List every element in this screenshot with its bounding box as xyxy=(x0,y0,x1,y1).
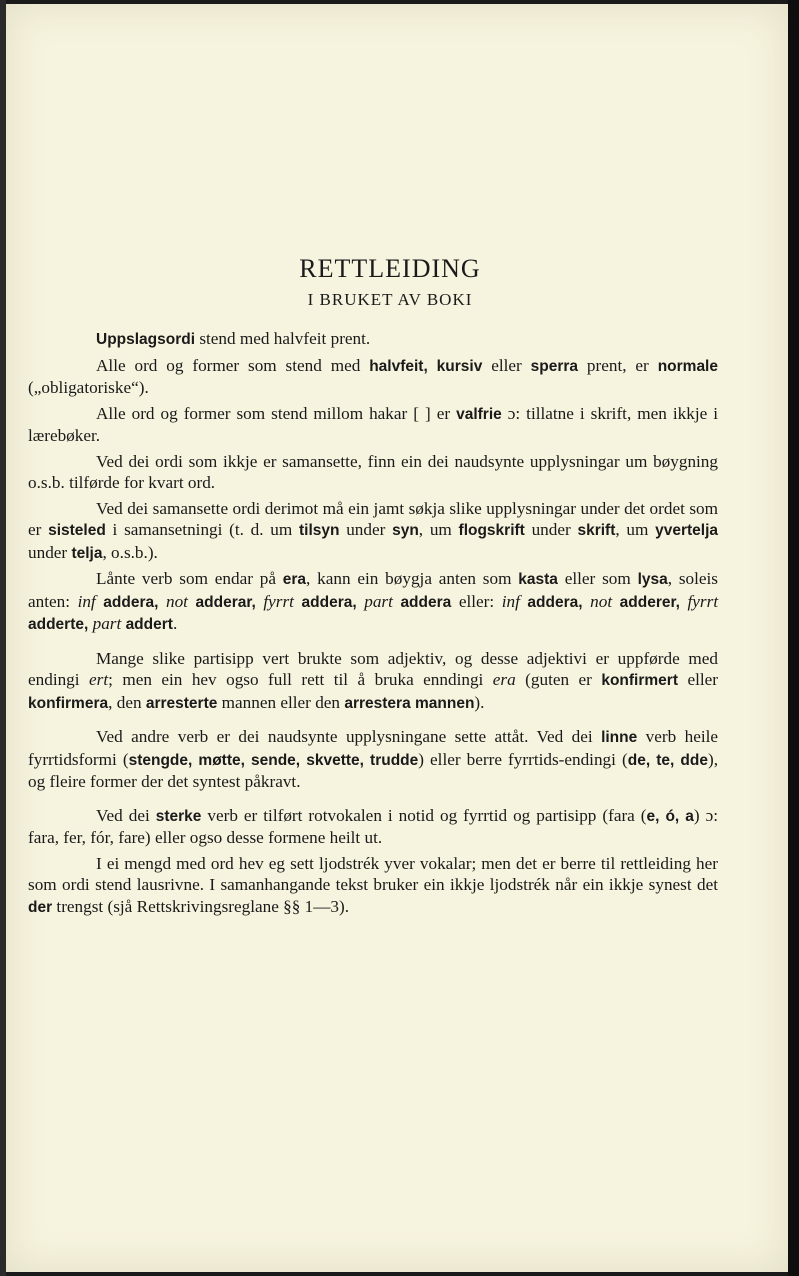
text-run: Lånte verb som endar på xyxy=(96,569,283,588)
page-title: RETTLEIDING xyxy=(299,254,481,283)
italic-term: part xyxy=(92,614,122,633)
page-content xyxy=(28,254,718,918)
bold-term: syn xyxy=(392,522,419,539)
bold-term: stengde, møtte, sende, skvette, trudde xyxy=(128,751,419,769)
italic-term: not xyxy=(590,591,613,611)
bold-term: sisteled xyxy=(48,522,106,539)
italic-term: fyrrt xyxy=(263,591,294,611)
text-run: prent, er xyxy=(578,355,658,375)
text-run: Alle ord og former som stend millom hakar [ ] er xyxy=(96,403,457,423)
bold-term: lysa xyxy=(637,571,668,588)
bold-term: skrift xyxy=(577,522,616,539)
text-run: eller som xyxy=(557,569,638,588)
italic-term: not xyxy=(165,591,188,611)
bold-term: addera, xyxy=(527,593,583,611)
text-run: trengst (sjå Rettskrivingsreglane §§ 1—3). xyxy=(52,896,350,916)
italic-term: era xyxy=(492,670,516,689)
bold-term: linne xyxy=(601,729,638,746)
bold-term: era xyxy=(282,571,307,588)
bold-term: telja xyxy=(71,544,103,562)
text-run: Ved dei ordi som ikkje er samansette, finn ein dei naudsynte upplysningar um bøygning o.s.b. tilførde for kvart ord. xyxy=(28,451,718,492)
bold-term: addert xyxy=(125,616,173,633)
bold-term: addera xyxy=(400,593,452,611)
scan-right-edge xyxy=(788,0,799,1276)
text-run: , soleis anten: xyxy=(28,569,718,611)
text-run: under xyxy=(524,520,578,539)
text-run: Ved dei xyxy=(96,805,156,825)
text-run: ; men ein hev ogso full rett til å bruka enndingi xyxy=(108,670,493,689)
text-run xyxy=(294,592,302,611)
paragraph xyxy=(28,726,718,793)
bold-term: sterke xyxy=(155,807,202,825)
text-run: (guten er xyxy=(515,670,602,689)
text-run xyxy=(680,592,688,611)
text-run: . xyxy=(172,614,178,633)
text-run: („obligatoriske“). xyxy=(28,378,149,397)
text-run: Ved andre verb er dei naudsynte upplysningane sette attåt. Ved dei xyxy=(96,727,602,746)
paragraph xyxy=(28,498,718,565)
paragraph xyxy=(28,805,718,849)
bold-term: kasta xyxy=(518,571,558,588)
italic-term: ert xyxy=(89,670,109,689)
italic-term: fyrrt xyxy=(687,591,719,611)
bold-term: Uppslagsordi xyxy=(96,331,196,348)
page-subtitle: I BRUKET AV BOKI xyxy=(307,290,473,309)
text-run: ) eller berre fyrrtids-endingi ( xyxy=(418,749,628,769)
bold-term: halvfeit, kursiv xyxy=(369,357,483,375)
italic-term: part xyxy=(364,591,393,611)
text-run: ɔ: tillatne i skrift, men ikkje i lærebøker. xyxy=(28,403,719,445)
text-run: verb heile fyrrtidsformi ( xyxy=(28,727,719,769)
bold-term: addera, xyxy=(301,593,357,611)
text-run: under xyxy=(339,520,393,539)
text-run: I ei mengd med ord hev eg sett ljodstrék yver vokalar; men det er berre til rettleiding her som ordi stend lausrivne. I samanhangande tekst bruker ein ikkje ljodstrék når ein ikkje synest det xyxy=(28,853,718,894)
book-page xyxy=(6,4,790,1272)
bold-term: konfirmert xyxy=(601,672,678,689)
text-run xyxy=(612,592,620,611)
bold-term: sperra xyxy=(530,357,579,375)
bold-term: konfirmera xyxy=(28,694,109,712)
bold-term: de, te, dde xyxy=(627,751,708,769)
bold-term: arrestera mannen xyxy=(344,694,475,712)
text-run: ). xyxy=(474,692,485,712)
bold-term: e, ó, a xyxy=(646,807,694,825)
text-run: Ved dei samansette ordi derimot må ein jamt søkja slike upplysningar under det ordet som er xyxy=(28,498,718,539)
text-run: , kann ein bøygja anten som xyxy=(306,569,519,588)
text-run: eller xyxy=(678,670,718,689)
text-run: , um xyxy=(418,520,459,539)
text-run: Mange slike partisipp vert brukte som adjektiv, og desse adjektivi er uppførde med endingi xyxy=(28,648,718,689)
text-run: , o.s.b.). xyxy=(102,542,158,562)
paragraph xyxy=(28,853,718,919)
bold-term: valfrie xyxy=(456,405,502,423)
bold-term: adderte, xyxy=(28,616,89,633)
paragraph xyxy=(28,568,718,636)
paragraph xyxy=(28,328,718,351)
text-run: verb er tilført rotvokalen i notid og fyrrtid og partisipp (fara ( xyxy=(201,805,647,825)
text-run: i samansetningi (t. d. um xyxy=(105,520,299,539)
bold-term: adderer, xyxy=(619,593,680,611)
text-run: eller xyxy=(482,355,531,375)
text-run: ) ɔ: fara, fer, fór, fare) eller ogso desse formene heilt ut. xyxy=(28,805,718,847)
bold-term: arresterte xyxy=(145,694,218,712)
bold-term: yvertelja xyxy=(655,522,719,539)
italic-term: inf xyxy=(501,591,520,611)
text-run: , den xyxy=(108,692,146,712)
bold-term: addera, xyxy=(103,593,159,611)
italic-term: inf xyxy=(77,591,96,611)
text-run xyxy=(158,592,166,611)
text-run: mannen eller den xyxy=(217,692,345,712)
text-run: stend med halvfeit prent. xyxy=(195,329,371,348)
text-run xyxy=(583,592,591,611)
body-text xyxy=(28,328,718,918)
paragraph xyxy=(28,451,718,494)
paragraph xyxy=(28,403,718,447)
bold-term: normale xyxy=(657,357,718,375)
text-run xyxy=(188,592,196,611)
paragraph xyxy=(28,355,718,399)
text-run: eller: xyxy=(451,591,502,611)
text-run: Alle ord og former som stend med xyxy=(96,355,370,375)
bold-term: adderar, xyxy=(195,593,256,611)
text-run: ), og fleire former der det syntest påkravt. xyxy=(28,749,718,791)
bold-term: tilsyn xyxy=(298,522,340,539)
bold-term: flogskrift xyxy=(458,522,525,539)
paragraph xyxy=(28,648,718,715)
text-run: under xyxy=(28,542,72,562)
text-run: , um xyxy=(615,520,656,539)
bold-term: der xyxy=(28,898,53,916)
